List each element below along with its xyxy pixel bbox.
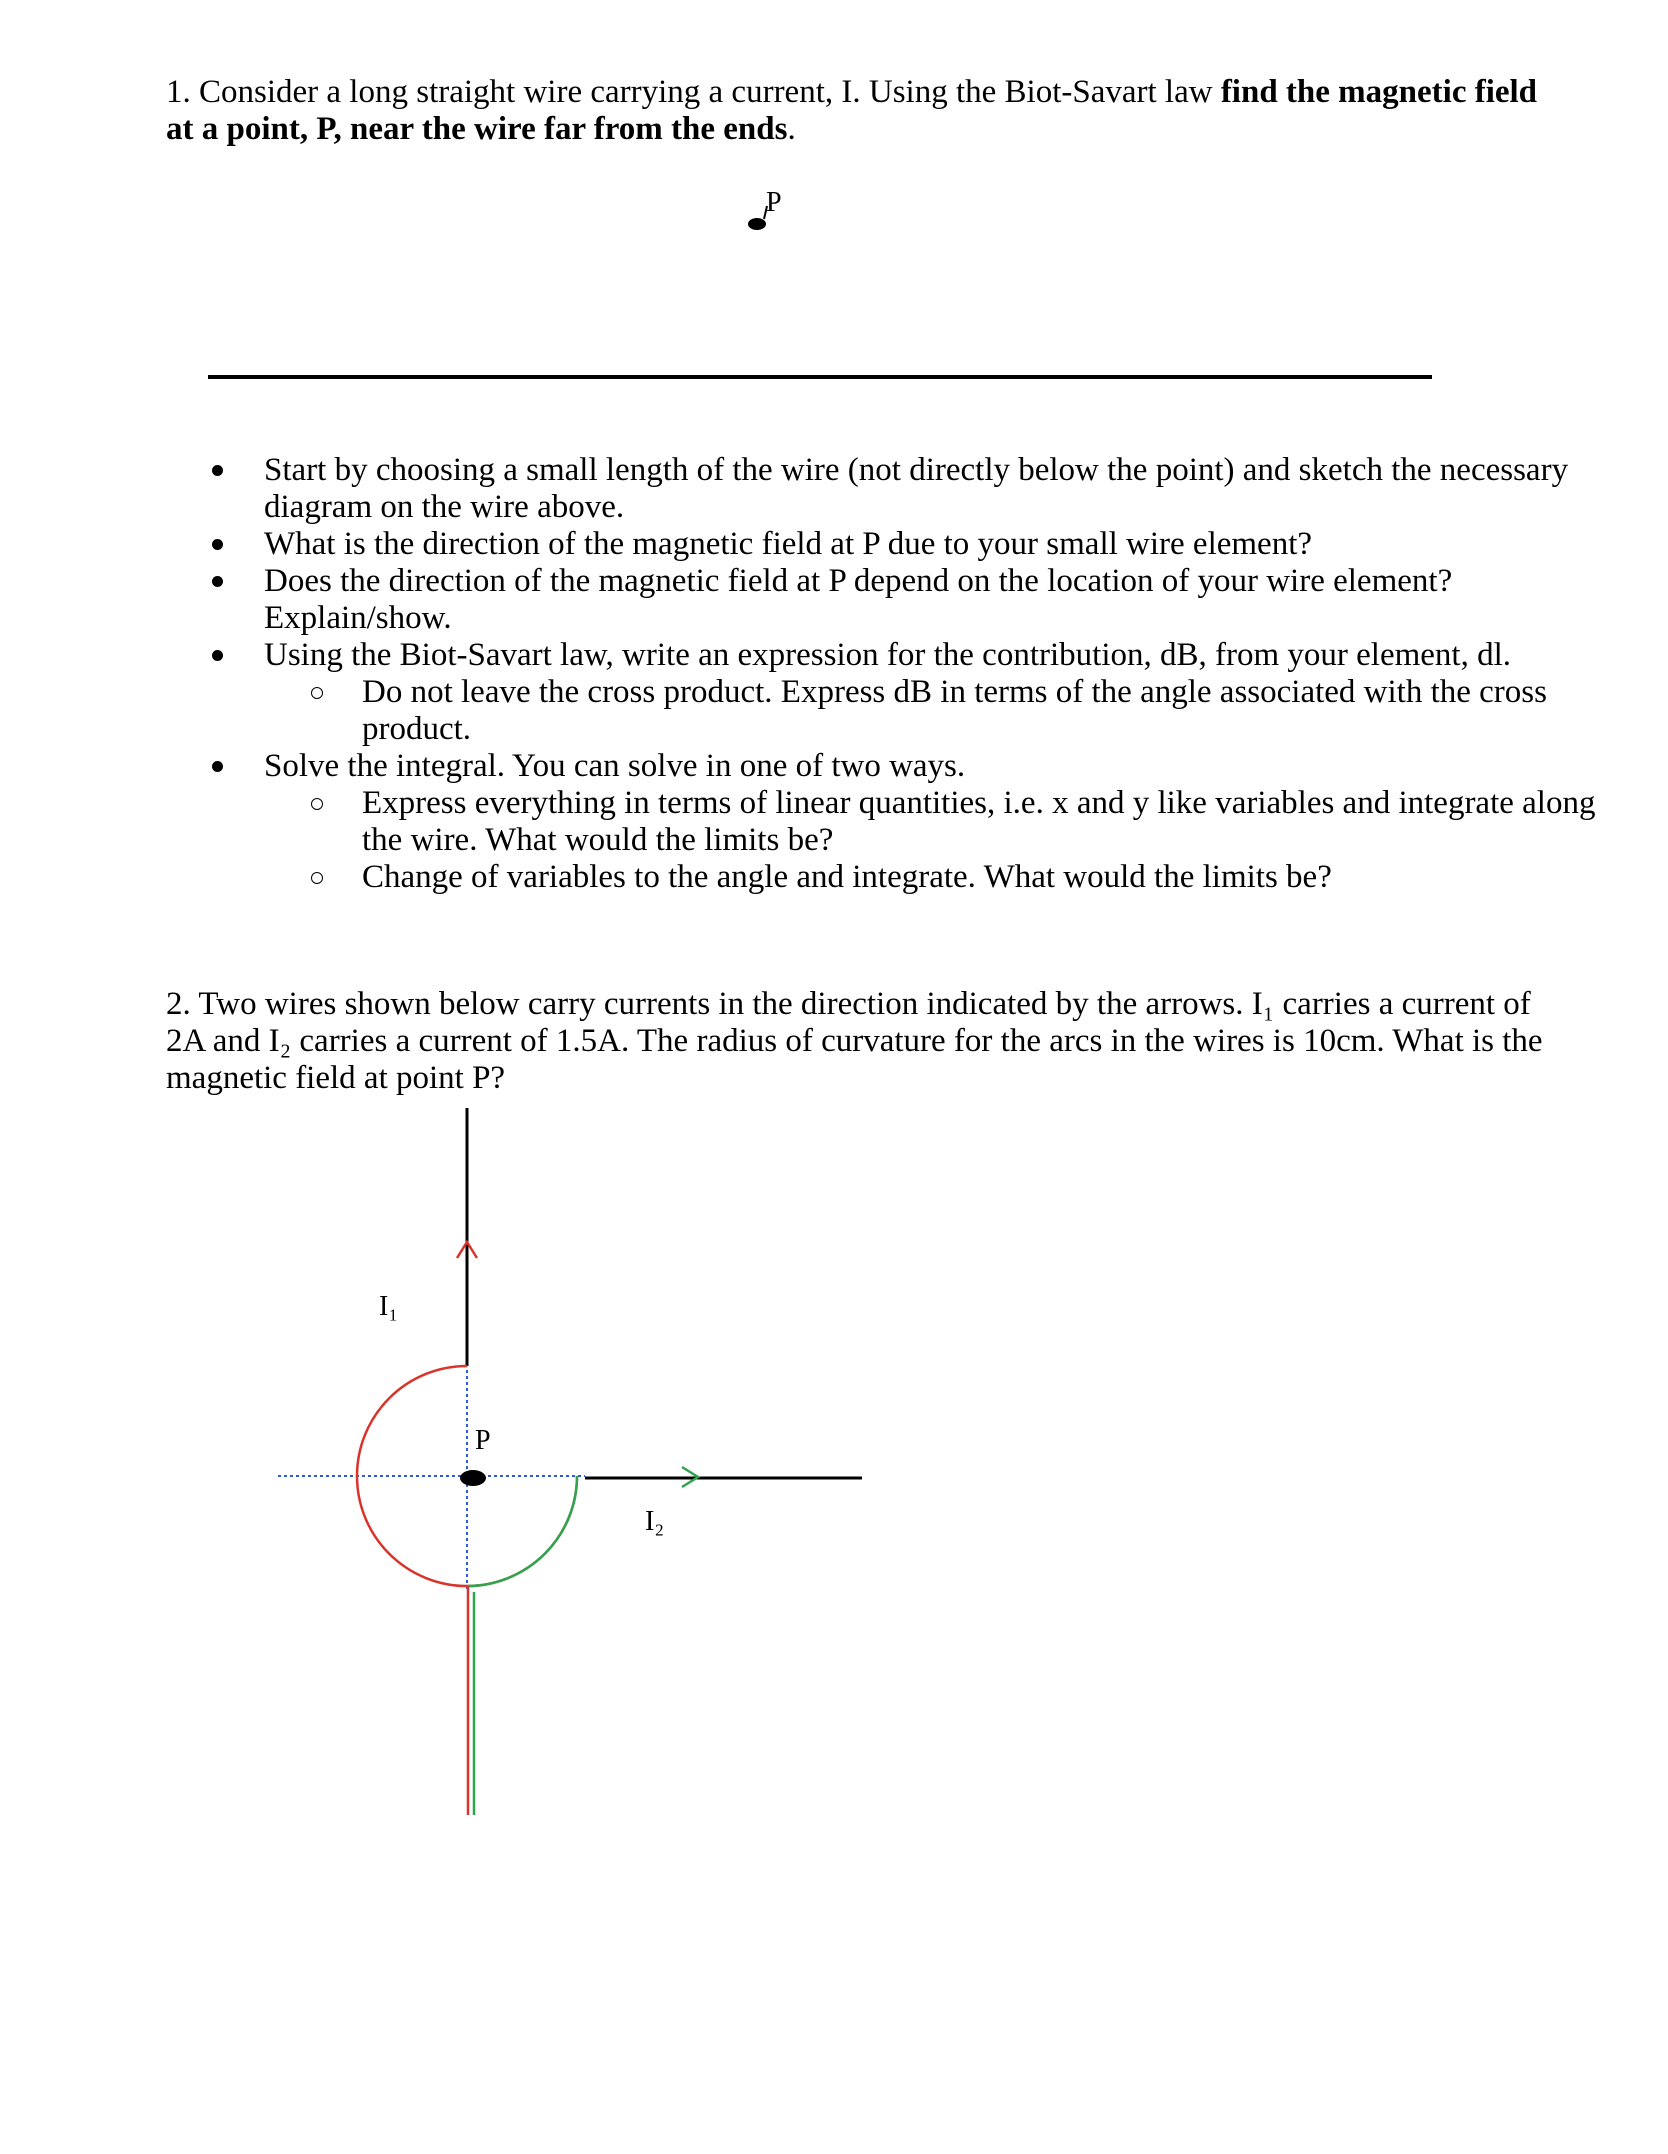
sub-bullet-icon xyxy=(311,798,323,810)
sub-list-item-text: Express everything in terms of linear quantities, i.e. x and y like variables and integrate along the wire. What would the limits be? xyxy=(362,785,1596,858)
sub-bullet-icon xyxy=(311,687,323,699)
sub-list-item-text: Change of variables to the angle and integrate. What would the limits be? xyxy=(362,859,1332,895)
list-item-text: Solve the integral. You can solve in one of two ways. xyxy=(264,748,966,784)
label-i1: I₁ xyxy=(379,1291,399,1322)
bullet-icon xyxy=(212,761,223,772)
list-item xyxy=(200,526,1620,563)
instructions-list xyxy=(200,452,1620,896)
figure-2 xyxy=(0,1090,1668,1830)
bullet-icon xyxy=(212,465,223,476)
list-item xyxy=(200,748,1620,785)
sub-list-item xyxy=(200,859,1620,896)
q2-text: 2. Two wires shown below carry currents in the direction indicated by the arrows. I₁ carries a current of 2A and I₂ carries a current of 1.5A. The radius of curvature for the arcs in the wires is 10cm. What is the magnetic field at point P? xyxy=(166,986,1543,1096)
q1-text-end: . xyxy=(787,111,796,147)
list-item-text: What is the direction of the magnetic field at P due to your small wire element? xyxy=(264,526,1313,562)
label-p: P xyxy=(475,1425,491,1456)
point-p-dot xyxy=(460,1470,486,1486)
wire-i2-arc xyxy=(467,1476,577,1586)
q1-bold-text: find the magnetic field at a point, P, near the wire far from the ends xyxy=(166,74,1538,147)
list-item xyxy=(200,563,1620,637)
list-item xyxy=(200,452,1620,526)
figure-1 xyxy=(0,0,1668,420)
sub-bullet-icon xyxy=(311,872,323,884)
point-p-dot xyxy=(748,218,766,230)
sub-list-item-text: Do not leave the cross product. Express dB in terms of the angle associated with the cross product. xyxy=(362,674,1547,747)
sub-list-item xyxy=(200,674,1620,748)
list-item xyxy=(200,637,1620,674)
list-item-text: Start by choosing a small length of the wire (not directly below the point) and sketch the necessary diagram on the wire above. xyxy=(264,452,1569,525)
list-item-text: Using the Biot-Savart law, write an expression for the contribution, dB, from your element, dl. xyxy=(264,637,1512,673)
point-p-label: P xyxy=(766,187,782,218)
label-i2: I₂ xyxy=(645,1506,665,1537)
list-item-text: Does the direction of the magnetic field at P depend on the location of your wire element? Explain/show. xyxy=(264,563,1453,636)
q1-text: 1. Consider a long straight wire carrying a current, I. Using the Biot-Savart law xyxy=(166,74,1221,110)
sub-list-item xyxy=(200,785,1620,859)
bullet-icon xyxy=(212,576,223,587)
bullet-icon xyxy=(212,539,223,550)
question-2 xyxy=(166,986,1566,1097)
bullet-icon xyxy=(212,650,223,661)
